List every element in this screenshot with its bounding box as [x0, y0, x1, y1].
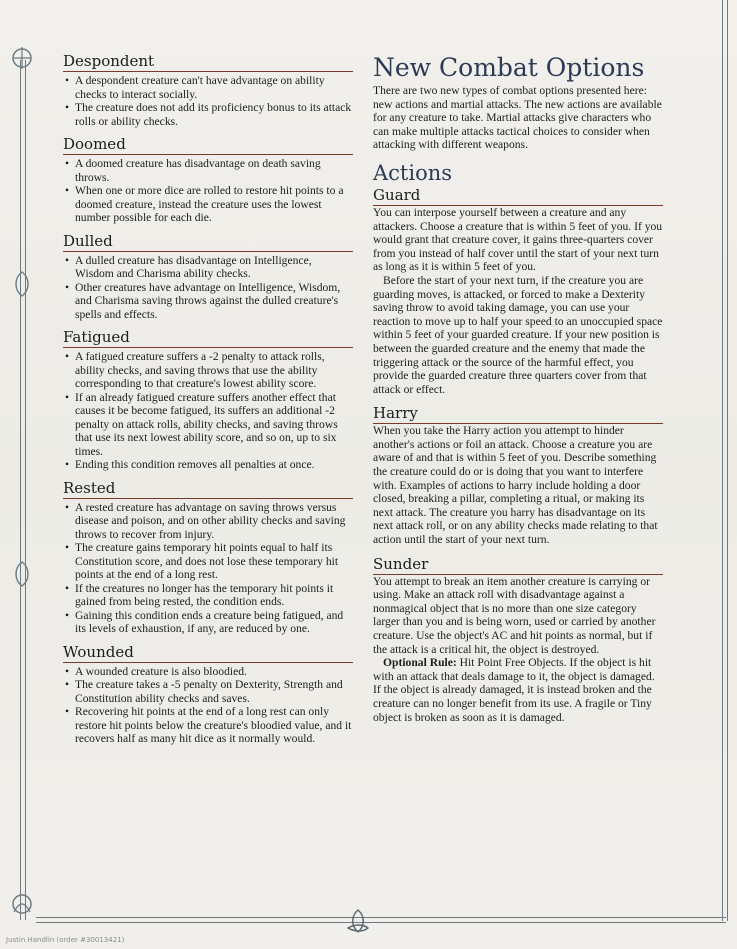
- right-border: [722, 0, 728, 921]
- section-fatigued: [63, 328, 353, 472]
- list-item: • The creature gains temporary hit points equal to half its Constitution score, and does not lose these temporary hit points at the end of a long rest.: [63, 541, 353, 582]
- actions-heading: Actions: [373, 160, 453, 185]
- section-despondent: [63, 52, 353, 128]
- section-heading: Doomed: [63, 135, 353, 155]
- section-heading: Rested: [63, 479, 353, 499]
- section-heading: Guard: [373, 186, 663, 206]
- list-item: • A doomed creature has disadvantage on death saving throws.: [63, 157, 353, 184]
- section-heading: Fatigued: [63, 328, 353, 348]
- list-item: • Other creatures have advantage on Intelligence, Wisdom, and Charisma saving throws against the dulled creature's spells and effects.: [63, 281, 353, 322]
- paragraph: Before the start of your next turn, if the creature you are guarding moves, is attacked, or forced to make a Dexterity saving throw to avoid taking damage, you can use your reaction to move up to half your speed to an unoccupied space within 5 feet of your guarded creature. If your new position is between the guarded creature and the enemy that made the triggering attack or the source of the harmful effect, you provide the guarded creature three quarters cover from that attack or effect.: [373, 273, 663, 396]
- section-heading: Sunder: [373, 555, 663, 575]
- bullet-list: [63, 157, 353, 225]
- list-item: • Gaining this condition ends a creature being fatigued, and its levels of exhaustion, if any, are reduced by one.: [63, 609, 353, 636]
- knot-ornament-icon: [8, 890, 36, 918]
- knot-ornament-icon: [8, 270, 36, 298]
- section-heading: Wounded: [63, 643, 353, 663]
- paragraph: You attempt to break an item another creature is carrying or using. Make an attack roll with disadvantage against a nonmagical object that is no more than one size category larger than you and is being worn, used or carried by another creature. Use the object's AC and hit points as normal, but if the attack is a critical hit, the object is destroyed.: [373, 574, 656, 656]
- list-item: • The creature does not add its proficiency bonus to its attack rolls or ability checks.: [63, 101, 353, 128]
- triquetra-icon: [343, 906, 373, 936]
- page-title: New Combat Options: [373, 53, 645, 82]
- section-heading: Despondent: [63, 52, 353, 72]
- list-item: • Recovering hit points at the end of a long rest can only restore hit points below the creature's bloodied value, and it recovers half as many hit dice as it normally would.: [63, 705, 353, 746]
- list-item: • If an already fatigued creature suffers another effect that causes it be become fatigued, its suffers an additional -2 penalty on attack rolls, ability checks, and saving throws that use its next lowest ability score, and so on, up to six times.: [63, 391, 353, 459]
- bullet-list: [63, 254, 353, 322]
- paragraph: You can interpose yourself between a creature and any attackers. Choose a creature that is within 5 feet of you. If you would grant that creature cover, it gains three-quarters cover from you instead of half cover until the start of your next turn as long as it is within 5 feet of you.: [373, 205, 663, 274]
- list-item: • A despondent creature can't have advantage on ability checks to interact socially.: [63, 74, 353, 101]
- bullet-list: [63, 350, 353, 472]
- section-sunder: [373, 555, 663, 725]
- bullet-list: [63, 665, 353, 746]
- optional-rule-label: Optional Rule:: [383, 656, 457, 670]
- section-rested: [63, 479, 353, 636]
- list-item: • Ending this condition removes all penalties at once.: [63, 458, 353, 472]
- left-border: [20, 60, 26, 920]
- footer-border: [36, 917, 726, 923]
- list-item: • When one or more dice are rolled to restore hit points to a doomed creature, instead the creature uses the lowest number possible for each die.: [63, 184, 353, 225]
- section-wounded: [63, 643, 353, 746]
- knot-ornament-icon: [8, 44, 36, 72]
- credit-text: Justin Handlin (order #30013421): [6, 936, 125, 944]
- section-guard: [373, 186, 663, 396]
- section-heading: Dulled: [63, 232, 353, 252]
- list-item: • A wounded creature is also bloodied.: [63, 665, 353, 679]
- paragraph: When you take the Harry action you attempt to hinder another's actions or foil an attack. Choose a creature you are aware of and that is within 5 feet of you. Describe something the creature could do or is doing that you want to interfere with. Examples of actions to harry include holding a door closed, breaking a pillar, completing a ritual, or making its next attack. The creature you harry has disadvantage on its next attack roll, or on any ability checks made relating to that action until the start of your next turn.: [373, 424, 658, 547]
- optional-rule-paragraph: [373, 656, 663, 724]
- section-doomed: [63, 135, 353, 225]
- right-column: [373, 52, 663, 732]
- section-dulled: [63, 232, 353, 322]
- left-column: [63, 52, 353, 753]
- section-harry: [373, 404, 663, 546]
- list-item: • The creature takes a -5 penalty on Dexterity, Strength and Constitution ability checks and saves.: [63, 678, 353, 705]
- list-item: • A fatigued creature suffers a -2 penalty to attack rolls, ability checks, and saving throws that use the ability corresponding to that creature's lowest ability score.: [63, 350, 353, 391]
- knot-ornament-icon: [8, 560, 36, 588]
- bullet-list: [63, 501, 353, 636]
- bullet-list: [63, 74, 353, 128]
- list-item: • A dulled creature has disadvantage on Intelligence, Wisdom and Charisma ability checks.: [63, 254, 353, 281]
- intro-paragraph: There are two new types of combat options presented here: new actions and martial attacks. The new actions are available for any creature to take. Martial attacks give characters who can make multiple attacks tactical choices to consider when attacking with different weapons.: [373, 84, 662, 152]
- list-item: • If the creatures no longer has the temporary hit points it gained from being rested, the condition ends.: [63, 582, 353, 609]
- list-item: • A rested creature has advantage on saving throws versus disease and poison, and on other ability checks and saving throws to recover from injury.: [63, 501, 353, 542]
- section-heading: Harry: [373, 404, 663, 424]
- optional-rule-text: Hit Point Free Objects. If the object is hit with an attack that deals damage to it, the object is damaged. If the object is already damaged, it is instead broken and the creature can no longer benefit from its use. A fragile or Tiny object is broken as soon as it is damaged.: [373, 656, 655, 724]
